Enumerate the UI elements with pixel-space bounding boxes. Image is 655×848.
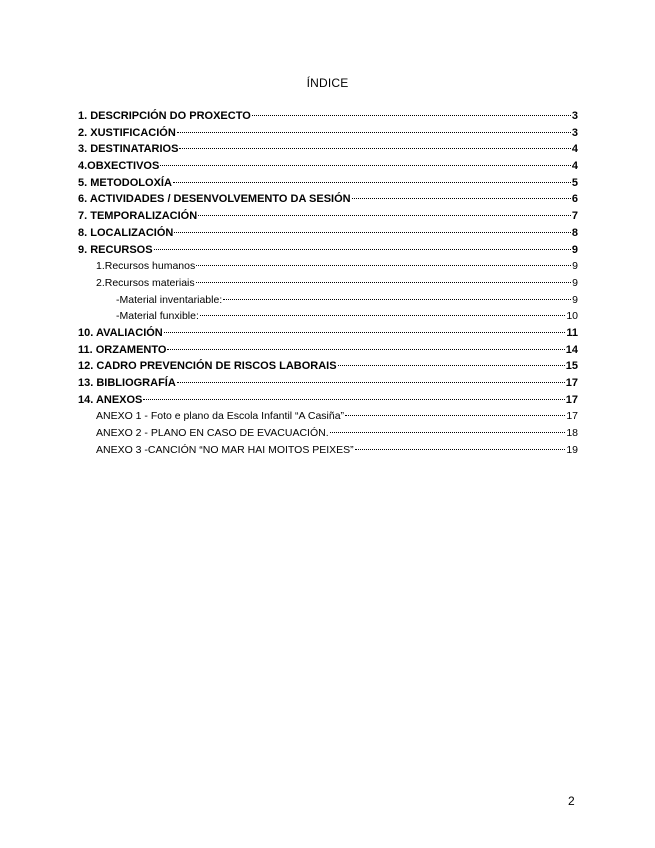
dot-leader: [338, 364, 565, 366]
toc-entry[interactable]: [78, 277, 578, 294]
toc-entry-label: 3. DESTINATARIOS: [78, 143, 179, 156]
toc-entry-page: 9: [571, 243, 578, 256]
toc-entry-page: 17: [566, 410, 578, 423]
toc-entry[interactable]: [78, 193, 578, 210]
toc-entry[interactable]: [78, 377, 578, 394]
dot-leader: [177, 381, 565, 383]
toc-entry-label: ANEXO 3 -CANCIÓN “NO MAR HAI MOITOS PEIXES”: [96, 443, 354, 456]
dot-leader: [200, 314, 565, 316]
toc-entry[interactable]: [78, 310, 578, 327]
toc-entry-label: 2. XUSTIFICACIÓN: [78, 126, 176, 139]
toc-entry-label: 7. TEMPORALIZACIÓN: [78, 210, 198, 223]
toc-entry-label: 1.Recursos humanos: [96, 260, 196, 273]
toc-entry-page: 4: [571, 160, 578, 173]
toc-entry[interactable]: [78, 227, 578, 244]
toc-entry-page: 9: [572, 260, 578, 273]
toc-entry-page: 17: [565, 377, 578, 389]
toc-entry-page: 8: [571, 226, 578, 239]
table-of-contents: [78, 110, 578, 460]
toc-entry-page: 10: [566, 310, 578, 323]
toc-entry[interactable]: [78, 260, 578, 277]
toc-entry-page: 3: [571, 110, 578, 122]
toc-entry[interactable]: [78, 427, 578, 444]
toc-entry-page: 15: [565, 360, 578, 373]
dot-leader: [252, 114, 571, 116]
toc-entry-label: ANEXO 1 - Foto e plano da Escola Infantil “A Casiña”: [96, 410, 345, 423]
toc-entry-label: 8. LOCALIZACIÓN: [78, 226, 174, 239]
dot-leader: [196, 281, 572, 283]
toc-entry-page: 9: [572, 276, 578, 289]
dot-leader: [330, 431, 566, 433]
toc-entry-page: 7: [571, 210, 578, 223]
toc-entry[interactable]: [78, 160, 578, 177]
toc-entry-page: 11: [566, 326, 578, 339]
toc-entry[interactable]: [78, 127, 578, 144]
dot-leader: [179, 147, 570, 149]
dot-leader: [196, 264, 571, 266]
toc-entry[interactable]: [78, 177, 578, 194]
dot-leader: [143, 398, 564, 400]
dot-leader: [198, 214, 571, 216]
toc-entry-page: 3: [571, 126, 578, 139]
dot-leader: [177, 131, 571, 133]
toc-entry[interactable]: [78, 327, 578, 344]
dot-leader: [345, 414, 565, 416]
toc-entry[interactable]: [78, 143, 578, 160]
dot-leader: [174, 231, 571, 233]
toc-entry-page: 17: [565, 393, 578, 406]
dot-leader: [173, 181, 571, 183]
dot-leader: [160, 164, 571, 166]
toc-entry[interactable]: [78, 244, 578, 261]
page-title: ÍNDICE: [306, 76, 349, 90]
toc-entry[interactable]: [78, 410, 578, 427]
toc-entry-page: 4: [571, 143, 578, 156]
toc-entry[interactable]: [78, 344, 578, 361]
toc-entry-label: 6. ACTIVIDADES / DESENVOLVEMENTO DA SESIÓN: [78, 193, 351, 206]
toc-entry-label: 11. ORZAMENTO: [78, 343, 167, 356]
toc-entry[interactable]: [78, 210, 578, 227]
toc-entry[interactable]: [78, 444, 578, 461]
dot-leader: [355, 448, 566, 450]
dot-leader: [164, 331, 566, 333]
toc-entry-label: 13. BIBLIOGRAFÍA: [78, 377, 176, 389]
toc-entry-label: 5. METODOLOXÍA: [78, 176, 172, 189]
toc-entry-label: ANEXO 2 - PLANO EN CASO DE EVACUACIÓN.: [96, 427, 329, 440]
dot-leader: [167, 348, 564, 350]
toc-entry-label: -Material funxible:: [116, 310, 199, 323]
toc-entry[interactable]: [78, 110, 578, 127]
page-number: 2: [568, 794, 575, 808]
toc-entry-label: 1. DESCRIPCIÓN DO PROXECTO: [78, 110, 251, 122]
toc-entry[interactable]: [78, 394, 578, 411]
toc-entry-page: 9: [572, 293, 578, 306]
toc-entry-label: 10. AVALIACIÓN: [78, 326, 163, 339]
toc-entry[interactable]: [78, 360, 578, 377]
toc-entry-label: -Material inventariable:: [116, 293, 223, 306]
dot-leader: [154, 248, 571, 250]
toc-entry-page: 19: [566, 443, 578, 456]
toc-entry-label: 12. CADRO PREVENCIÓN DE RISCOS LABORAIS: [78, 360, 337, 373]
toc-entry-label: 14. ANEXOS: [78, 393, 143, 406]
toc-entry-page: 18: [566, 427, 578, 440]
toc-entry-page: 14: [565, 343, 578, 356]
toc-entry-page: 6: [571, 193, 578, 206]
toc-entry-page: 5: [571, 176, 578, 189]
dot-leader: [352, 197, 571, 199]
toc-entry[interactable]: [78, 294, 578, 311]
toc-entry-label: 4.OBXECTIVOS: [78, 160, 160, 173]
toc-entry-label: 9. RECURSOS: [78, 243, 153, 256]
toc-entry-label: 2.Recursos materiais: [96, 276, 195, 289]
dot-leader: [223, 298, 571, 300]
